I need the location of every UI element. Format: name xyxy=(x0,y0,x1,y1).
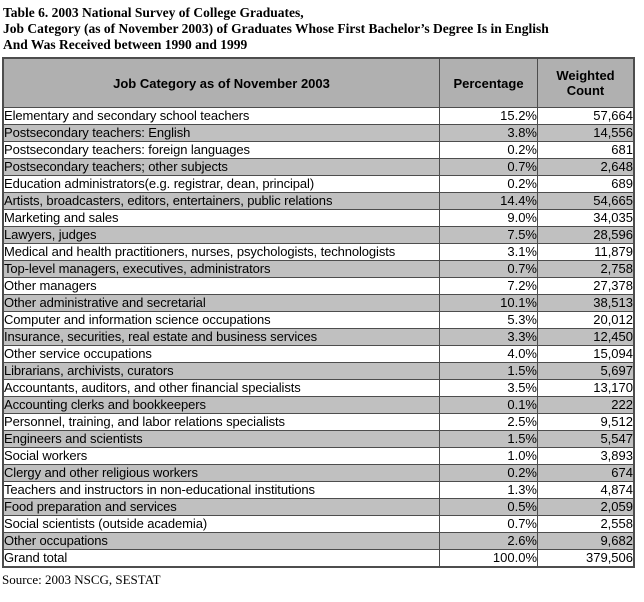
table-row xyxy=(3,346,634,363)
weighted-count-cell: 2,059 xyxy=(538,499,635,516)
source-note: Source: 2003 NSCG, SESTAT xyxy=(2,572,161,587)
percentage-cell: 0.7% xyxy=(440,261,538,278)
category-cell: Engineers and scientists xyxy=(3,431,440,448)
table-row xyxy=(3,142,634,159)
table-row xyxy=(3,193,634,210)
weighted-count-cell: 2,758 xyxy=(538,261,635,278)
weighted-count-cell: 15,094 xyxy=(538,346,635,363)
weighted-count-cell: 38,513 xyxy=(538,295,635,312)
percentage-cell: 0.5% xyxy=(440,499,538,516)
table-row xyxy=(3,482,634,499)
percentage-cell: 1.5% xyxy=(440,431,538,448)
table-row xyxy=(3,227,634,244)
weighted-count-cell: 34,035 xyxy=(538,210,635,227)
percentage-cell: 5.3% xyxy=(440,312,538,329)
weighted-count-cell: 222 xyxy=(538,397,635,414)
table-title xyxy=(0,0,644,53)
weighted-count-cell: 689 xyxy=(538,176,635,193)
percentage-cell: 1.3% xyxy=(440,482,538,499)
table-row xyxy=(3,295,634,312)
weighted-count-cell: 681 xyxy=(538,142,635,159)
weighted-count-cell: 54,665 xyxy=(538,193,635,210)
table-row xyxy=(3,533,634,550)
category-cell: Top-level managers, executives, administrators xyxy=(3,261,440,278)
table-row xyxy=(3,176,634,193)
weighted-count-cell: 13,170 xyxy=(538,380,635,397)
percentage-cell: 14.4% xyxy=(440,193,538,210)
category-cell: Insurance, securities, real estate and business services xyxy=(3,329,440,346)
category-cell: Accounting clerks and bookkeepers xyxy=(3,397,440,414)
weighted-count-cell: 57,664 xyxy=(538,108,635,125)
category-cell: Grand total xyxy=(3,550,440,568)
weighted-count-cell: 14,556 xyxy=(538,125,635,142)
table-row xyxy=(3,363,634,380)
percentage-cell: 0.7% xyxy=(440,159,538,176)
category-cell: Postsecondary teachers; other subjects xyxy=(3,159,440,176)
table-row xyxy=(3,125,634,142)
table-row xyxy=(3,261,634,278)
title-line-2: Job Category (as of November 2003) of Graduates Whose First Bachelor’s Degree Is in English xyxy=(3,21,549,36)
table-row xyxy=(3,516,634,533)
category-cell: Elementary and secondary school teachers xyxy=(3,108,440,125)
table-row xyxy=(3,397,634,414)
category-cell: Social workers xyxy=(3,448,440,465)
table-row xyxy=(3,550,634,568)
category-cell: Lawyers, judges xyxy=(3,227,440,244)
percentage-cell: 0.7% xyxy=(440,516,538,533)
percentage-cell: 9.0% xyxy=(440,210,538,227)
header-job-category: Job Category as of November 2003 xyxy=(3,58,440,108)
header-percentage: Percentage xyxy=(440,58,538,108)
weighted-count-cell: 9,512 xyxy=(538,414,635,431)
category-cell: Personnel, training, and labor relations specialists xyxy=(3,414,440,431)
weighted-count-cell: 11,879 xyxy=(538,244,635,261)
percentage-cell: 3.3% xyxy=(440,329,538,346)
category-cell: Artists, broadcasters, editors, entertainers, public relations xyxy=(3,193,440,210)
percentage-cell: 10.1% xyxy=(440,295,538,312)
table-body xyxy=(3,108,634,568)
weighted-count-cell: 20,012 xyxy=(538,312,635,329)
table-row xyxy=(3,431,634,448)
table-row xyxy=(3,329,634,346)
weighted-count-cell: 2,648 xyxy=(538,159,635,176)
weighted-count-cell: 3,893 xyxy=(538,448,635,465)
table-row xyxy=(3,210,634,227)
weighted-count-cell: 674 xyxy=(538,465,635,482)
weighted-count-cell: 2,558 xyxy=(538,516,635,533)
percentage-cell: 0.2% xyxy=(440,465,538,482)
percentage-cell: 4.0% xyxy=(440,346,538,363)
header-weighted-count: Weighted Count xyxy=(538,58,635,108)
percentage-cell: 7.5% xyxy=(440,227,538,244)
category-cell: Other service occupations xyxy=(3,346,440,363)
category-cell: Teachers and instructors in non-educational institutions xyxy=(3,482,440,499)
table-row xyxy=(3,465,634,482)
percentage-cell: 0.2% xyxy=(440,142,538,159)
table-row xyxy=(3,278,634,295)
table-row xyxy=(3,414,634,431)
percentage-cell: 0.2% xyxy=(440,176,538,193)
category-cell: Postsecondary teachers: English xyxy=(3,125,440,142)
category-cell: Other administrative and secretarial xyxy=(3,295,440,312)
category-cell: Accountants, auditors, and other financial specialists xyxy=(3,380,440,397)
percentage-cell: 1.0% xyxy=(440,448,538,465)
category-cell: Education administrators(e.g. registrar, dean, principal) xyxy=(3,176,440,193)
category-cell: Other managers xyxy=(3,278,440,295)
table-row xyxy=(3,312,634,329)
percentage-cell: 3.1% xyxy=(440,244,538,261)
table-row xyxy=(3,448,634,465)
category-cell: Clergy and other religious workers xyxy=(3,465,440,482)
title-line-1: Table 6. 2003 National Survey of College Graduates, xyxy=(3,5,304,20)
weighted-count-cell: 9,682 xyxy=(538,533,635,550)
title-line-3: And Was Received between 1990 and 1999 xyxy=(3,37,248,52)
weighted-count-cell: 5,697 xyxy=(538,363,635,380)
table-row xyxy=(3,108,634,125)
category-cell: Postsecondary teachers: foreign languages xyxy=(3,142,440,159)
percentage-cell: 2.6% xyxy=(440,533,538,550)
category-cell: Computer and information science occupations xyxy=(3,312,440,329)
table-row xyxy=(3,499,634,516)
category-cell: Other occupations xyxy=(3,533,440,550)
category-cell: Food preparation and services xyxy=(3,499,440,516)
weighted-count-cell: 5,547 xyxy=(538,431,635,448)
weighted-count-cell: 379,506 xyxy=(538,550,635,568)
percentage-cell: 2.5% xyxy=(440,414,538,431)
percentage-cell: 3.5% xyxy=(440,380,538,397)
table-row xyxy=(3,159,634,176)
weighted-count-cell: 28,596 xyxy=(538,227,635,244)
job-category-table xyxy=(2,57,635,568)
percentage-cell: 0.1% xyxy=(440,397,538,414)
weighted-count-cell: 12,450 xyxy=(538,329,635,346)
category-cell: Social scientists (outside academia) xyxy=(3,516,440,533)
percentage-cell: 100.0% xyxy=(440,550,538,568)
category-cell: Marketing and sales xyxy=(3,210,440,227)
percentage-cell: 1.5% xyxy=(440,363,538,380)
percentage-cell: 7.2% xyxy=(440,278,538,295)
table-row xyxy=(3,244,634,261)
weighted-count-cell: 4,874 xyxy=(538,482,635,499)
percentage-cell: 3.8% xyxy=(440,125,538,142)
percentage-cell: 15.2% xyxy=(440,108,538,125)
table-row xyxy=(3,380,634,397)
category-cell: Medical and health practitioners, nurses, psychologists, technologists xyxy=(3,244,440,261)
header-row xyxy=(3,58,634,108)
weighted-count-cell: 27,378 xyxy=(538,278,635,295)
category-cell: Librarians, archivists, curators xyxy=(3,363,440,380)
